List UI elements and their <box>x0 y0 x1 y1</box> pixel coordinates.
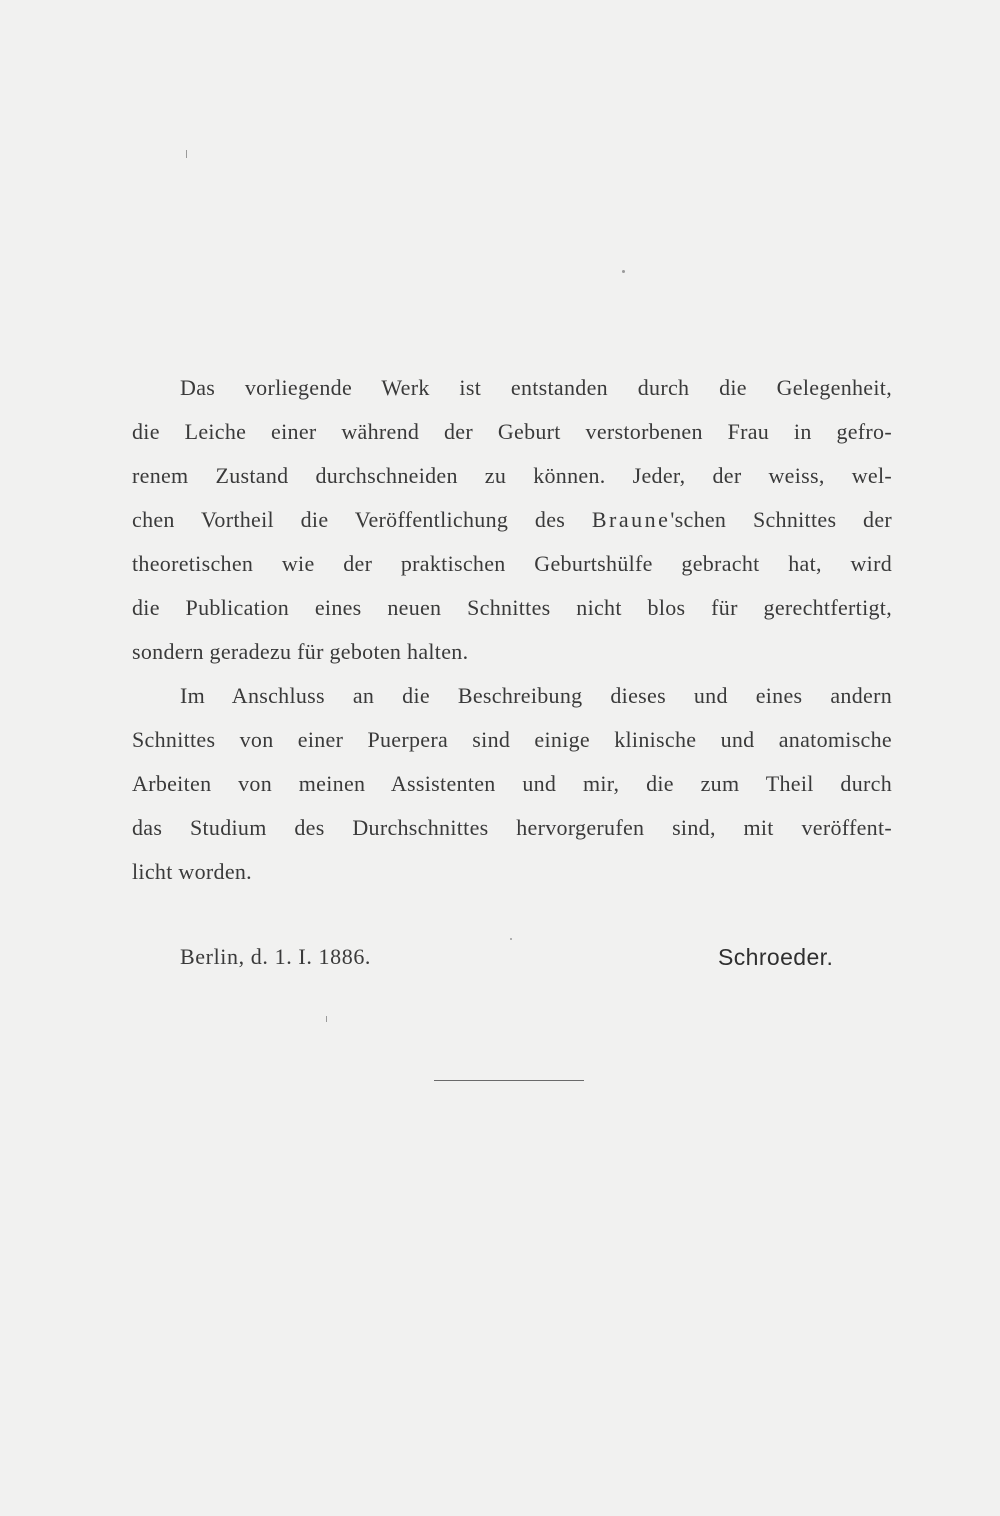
text-line: Arbeiten von meinen Assistenten und mir, die zum Theil durch <box>132 771 892 796</box>
signature: Schroeder. <box>718 944 834 970</box>
preface-text <box>132 366 892 894</box>
place-date: Berlin, d. 1. I. 1886. <box>180 944 372 969</box>
text-line: sondern geradezu für geboten halten. <box>132 639 469 664</box>
text-line: Im Anschluss an die Beschreibung dieses und eines andern <box>180 683 892 708</box>
text-line: theoretischen wie der praktischen Geburtshülfe gebracht hat, wird <box>132 551 892 576</box>
paper-speck <box>186 150 187 158</box>
paper-speck <box>326 1016 327 1022</box>
text-line: Schnittes von einer Puerpera sind einige klinische und anatomische <box>132 727 892 752</box>
text-line: die Publication eines neuen Schnittes nicht blos für gerechtfertigt, <box>132 595 892 620</box>
text-line: die Leiche einer während der Geburt verstorbenen Frau in gefro- <box>132 419 892 444</box>
paragraph-1 <box>132 366 892 674</box>
text-line: licht worden. <box>132 859 252 884</box>
text-line: renem Zustand durchschneiden zu können. Jeder, der weiss, wel- <box>132 463 892 488</box>
paper-speck <box>622 270 625 273</box>
paragraph-2 <box>132 674 892 894</box>
text-line: das Studium des Durchschnittes hervorgerufen sind, mit veröffent- <box>132 815 892 840</box>
text-line: Das vorliegende Werk ist entstanden durch die Gelegenheit, <box>180 375 892 400</box>
emphasized-name: Braune <box>591 507 671 532</box>
paper-speck <box>510 938 512 940</box>
text-line: chen Vortheil die Veröffentlichung des Braune'schen Schnittes der <box>132 507 893 532</box>
end-rule <box>434 1080 584 1081</box>
